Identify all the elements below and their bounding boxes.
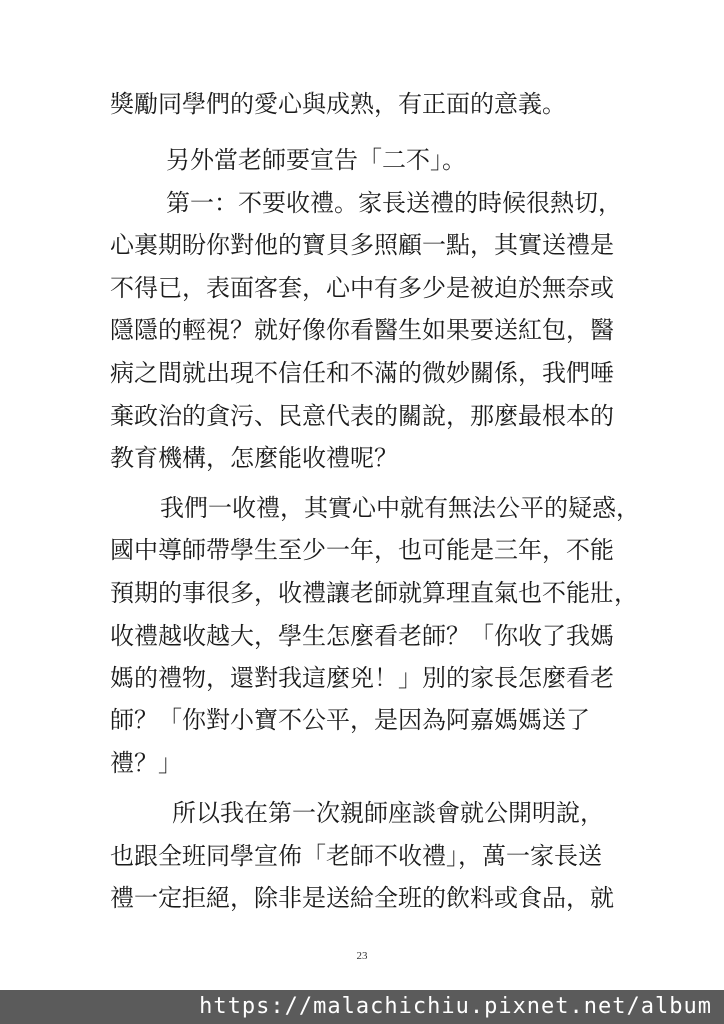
text-line: 獎勵同學們的愛心與成熟，有正面的意義。	[110, 90, 566, 118]
text-line: 另外當老師要宣告「二不」。	[166, 146, 466, 174]
text-line: 所以我在第一次親師座談會就公開明說，	[172, 799, 604, 827]
text-line: 第一：不要收禮。家長送禮的時候很熱切，	[166, 189, 622, 217]
text-line: 我們一收禮，其實心中就有無法公平的疑惑，	[160, 494, 640, 522]
text-line: 國中導師帶學生至少一年，也可能是三年，不能	[110, 536, 614, 564]
text-line: 病之間就出現不信任和不滿的微妙關係，我們唾	[110, 359, 614, 387]
text-line: 師？「你對小寶不公平，是因為阿嘉媽媽送了	[110, 706, 590, 734]
page-number: 23	[356, 950, 368, 962]
text-line: 棄政治的貪污、民意代表的關說，那麼最根本的	[110, 402, 614, 430]
text-line: 隱隱的輕視？就好像你看醫生如果要送紅包，醫	[110, 316, 614, 344]
text-line: 心裏期盼你對他的寶貝多照顧一點，其實送禮是	[110, 231, 614, 259]
text-line: 預期的事很多，收禮讓老師就算理直氣也不能壯，	[110, 579, 638, 607]
text-line: 禮？」	[110, 749, 182, 777]
watermark-bar	[0, 990, 724, 1024]
text-line: 媽的禮物，還對我這麼兇！」別的家長怎麼看老	[110, 664, 614, 692]
text-line: 也跟全班同學宣佈「老師不收禮」，萬一家長送	[110, 842, 602, 870]
text-line: 收禮越收越大，學生怎麼看老師？「你收了我媽	[110, 622, 614, 650]
watermark-url: https://malachichiu.pixnet.net/album	[199, 994, 712, 1019]
text-line: 禮一定拒絕，除非是送給全班的飲料或食品，就	[110, 884, 614, 912]
text-line: 教育機構，怎麼能收禮呢？	[110, 444, 398, 472]
text-line: 不得已，表面客套，心中有多少是被迫於無奈或	[110, 274, 614, 302]
